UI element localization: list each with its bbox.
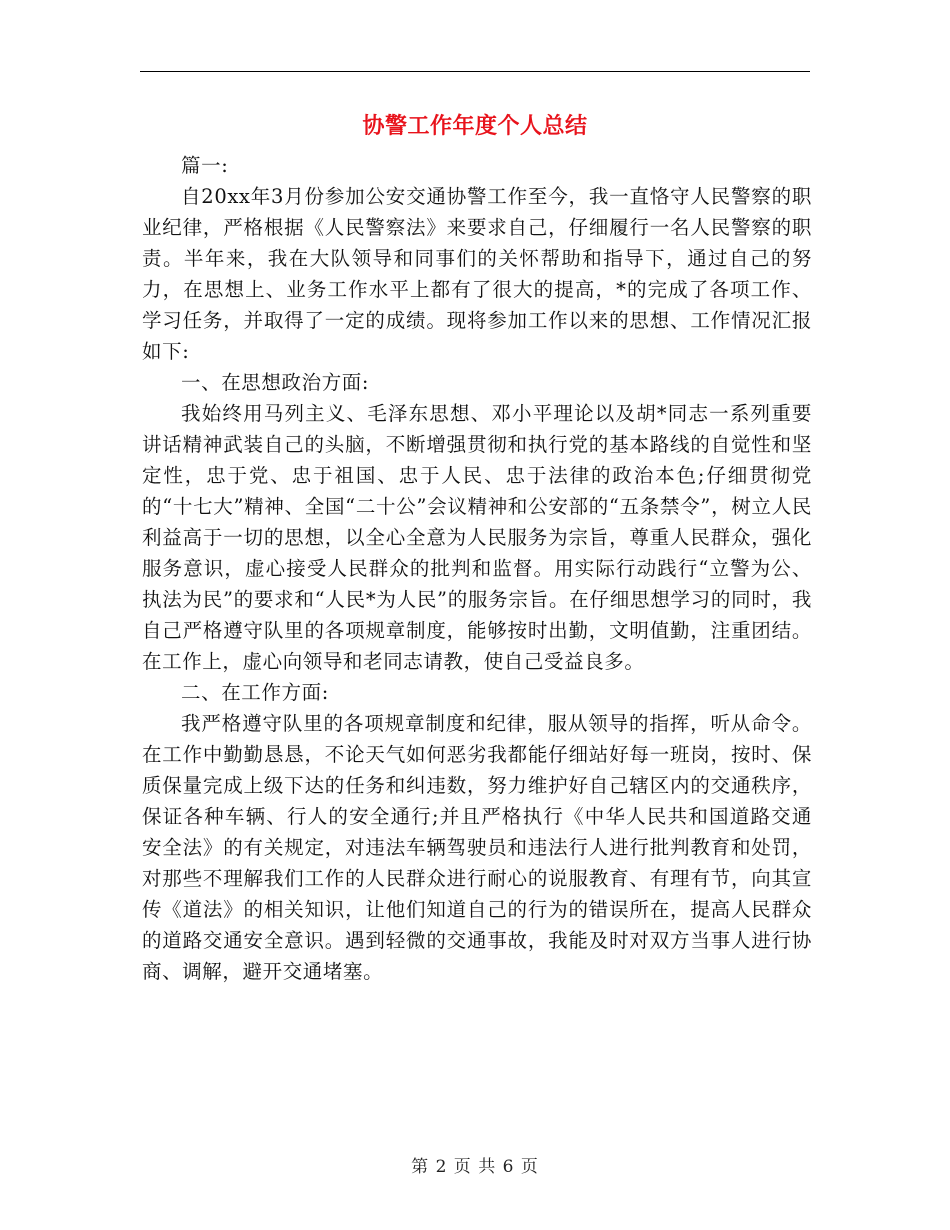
page-footer <box>0 1152 950 1177</box>
section-label-part-one: 篇一: <box>181 154 229 177</box>
document-body <box>142 150 812 987</box>
heading-political-thought: 一、在思想政治方面: <box>181 371 370 394</box>
header-rule <box>140 71 810 72</box>
political-thought-paragraph: 我始终用马列主义、毛泽东思想、邓小平理论以及胡*同志一系列重要讲话精神武装自己的头脑，不断增强贯彻和执行党的基本路线的自觉性和坚定性，忠于党、忠于祖国、忠于人民、忠于法律的政治本色;仔细贯彻党的“十七大”精神、全国“二十公”会议精神和公安部的“五条禁令”，树立人民利益高于一切的思想，以全心全意为人民服务为宗旨，尊重人民群众，强化服务意识，虚心接受人民群众的批判和监督。用实际行动践行“立警为公、执法为民”的要求和“人民*为人民”的服务宗旨。在仔细思想学习的同时，我自己严格遵守队里的各项规章制度，能够按时出勤，文明值勤，注重团结。在工作上，虚心向领导和老同志请教，使自己受益良多。 <box>142 402 812 673</box>
page-number-label: 第 2 页 共 6 页 <box>411 1157 539 1177</box>
document-title: 协警工作年度个人总结 <box>362 113 588 139</box>
intro-paragraph: 自20xx年3月份参加公安交通协警工作至今，我一直恪守人民警察的职业纪律，严格根据《人民警察法》来要求自己，仔细履行一名人民警察的职责。半年来，我在大队领导和同事们的关怀帮助和指导下，通过自己的努力，在思想上、业务工作水平上都有了很大的提高，*的完成了各项工作、学习任务，并取得了一定的成绩。现将参加工作以来的思想、工作情况汇报如下: <box>142 185 812 363</box>
heading-work: 二、在工作方面: <box>181 681 329 704</box>
work-paragraph: 我严格遵守队里的各项规章制度和纪律，服从领导的指挥，听从命令。在工作中勤勤恳恳，不论天气如何恶劣我都能仔细站好每一班岗，按时、保质保量完成上级下达的任务和纠违数，努力维护好自己辖区内的交通秩序，保证各种车辆、行人的安全通行;并且严格执行《中华人民共和国道路交通安全法》的有关规定，对违法车辆驾驶员和违法行人进行批判教育和处罚，对那些不理解我们工作的人民群众进行耐心的说服教育、有理有节，向其宣传《道法》的相关知识，让他们知道自己的行为的错误所在，提高人民群众的道路交通安全意识。遇到轻微的交通事故，我能及时对双方当事人进行协商、调解，避开交通堵塞。 <box>142 712 812 983</box>
